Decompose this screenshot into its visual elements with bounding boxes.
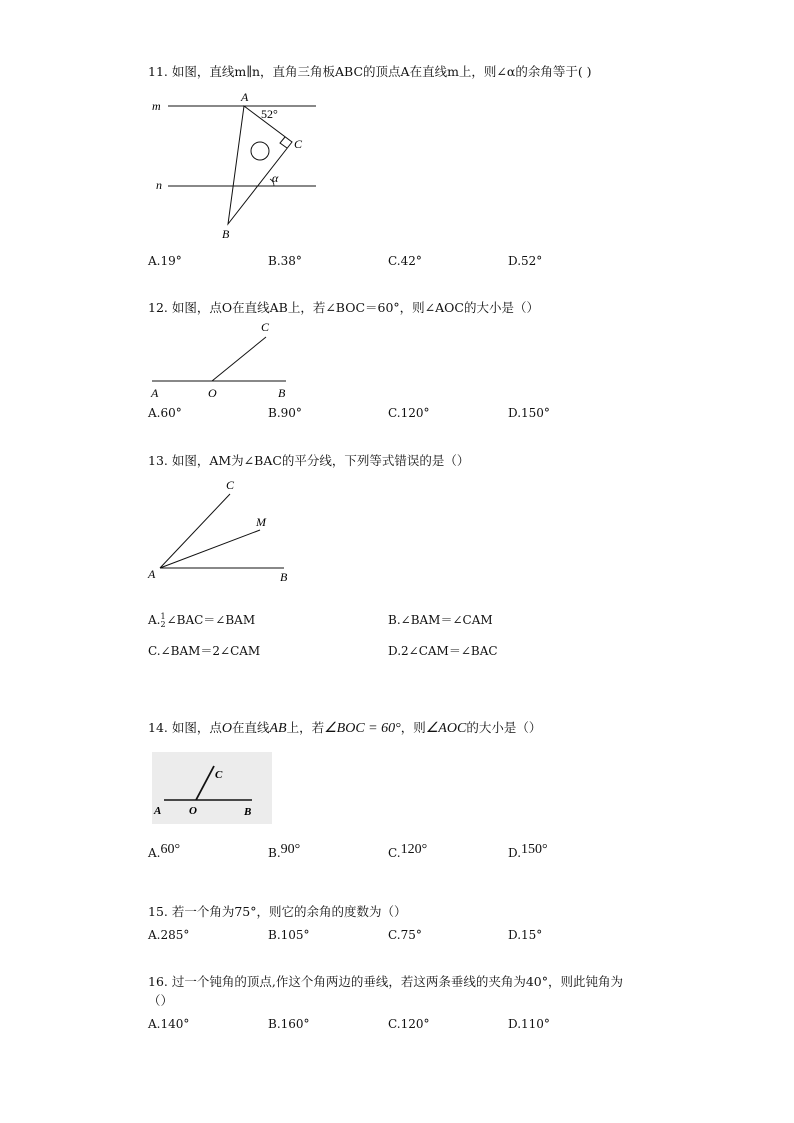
q11-stem: 11. 如图，直线m∥n，直角三角板ABC的顶点A在直线m上，则∠α的余角等于( ): [148, 64, 592, 79]
option-letter: B.: [268, 846, 281, 860]
q15-option-c[interactable]: C.75°: [388, 928, 422, 942]
q14-option-d[interactable]: [508, 842, 548, 862]
q11-option-d[interactable]: D.52°: [508, 254, 543, 268]
label-o: O: [189, 805, 197, 817]
option-letter: C.: [388, 846, 401, 860]
option-value: 120°: [400, 842, 428, 857]
q11-figure: [148, 86, 328, 242]
q16-stem-line2: （）: [148, 993, 174, 1008]
angle-aoc: ∠AOC: [425, 721, 467, 736]
q15-option-a[interactable]: A.285°: [148, 928, 190, 942]
q12-stem: 12. 如图，点O在直线AB上，若∠BOC＝60°，则∠AOC的大小是（）: [148, 300, 539, 315]
label-b: B: [280, 570, 288, 584]
q16-option-d[interactable]: D.110°: [508, 1017, 550, 1031]
label-b: B: [278, 386, 286, 400]
point-o: O: [221, 721, 232, 736]
q16-option-b[interactable]: B.160°: [268, 1017, 310, 1031]
q13-stem: 13. 如图，AM为∠BAC的平分线，下列等式错误的是（）: [148, 453, 470, 468]
label-c: C: [261, 320, 270, 334]
label-a: A: [241, 90, 249, 104]
stem-mid1: 在直线: [231, 720, 270, 735]
option-text: ∠BAC＝∠BAM: [166, 613, 256, 627]
q13-option-c[interactable]: C.∠BAM＝2∠CAM: [148, 644, 261, 658]
triangle-hole: [251, 142, 269, 160]
right-angle-mark: [280, 137, 287, 148]
option-value: 90°: [280, 842, 301, 857]
q12-figure: [148, 318, 308, 402]
q13-figure: [146, 474, 306, 586]
q15-option-b[interactable]: B.105°: [268, 928, 310, 942]
label-o: O: [208, 386, 217, 400]
option-letter: A.: [148, 613, 161, 627]
q15-stem: 15. 若一个角为75°，则它的余角的度数为（）: [148, 904, 407, 919]
label-n: n: [156, 178, 162, 192]
stem-mid2: 上，若: [286, 720, 325, 735]
q11-option-b[interactable]: B.38°: [268, 254, 302, 268]
ray-am: [160, 530, 260, 568]
option-value: 60°: [160, 842, 181, 857]
ray-oc: [212, 337, 266, 381]
q12-option-b[interactable]: B.90°: [268, 406, 302, 420]
ray-ac: [160, 494, 230, 568]
label-b: B: [244, 806, 252, 818]
triangle-abc: [228, 106, 292, 224]
fraction-denominator: 2: [160, 619, 166, 629]
label-a: A: [151, 386, 159, 400]
q12-option-a[interactable]: A.60°: [148, 406, 182, 420]
q16-option-a[interactable]: A.140°: [148, 1017, 190, 1031]
label-alpha: α: [272, 171, 279, 185]
q13-option-b[interactable]: B.∠BAM＝∠CAM: [388, 613, 493, 627]
label-m: m: [152, 99, 161, 113]
q13-option-d[interactable]: D.2∠CAM＝∠BAC: [388, 644, 498, 658]
q11-option-a[interactable]: A.19°: [148, 254, 182, 268]
q14-photo-figure: [152, 752, 272, 824]
q12-option-c[interactable]: C.120°: [388, 406, 430, 420]
option-letter: A.: [148, 846, 161, 860]
label-a: A: [148, 567, 156, 581]
fraction-half: [160, 613, 165, 629]
label-b: B: [222, 227, 230, 241]
q11-option-c[interactable]: C.42°: [388, 254, 422, 268]
stem-mid3: ，则: [400, 720, 426, 735]
label-c: C: [294, 137, 303, 151]
q14-option-b[interactable]: [268, 842, 301, 862]
q15-option-d[interactable]: D.15°: [508, 928, 543, 942]
line-ab-text: AB: [269, 721, 287, 736]
label-c: C: [226, 478, 235, 492]
option-value: 150°: [521, 842, 548, 857]
q14-stem: [148, 718, 541, 737]
label-angle-52: 52°: [261, 107, 278, 121]
q14-option-c[interactable]: [388, 842, 428, 862]
q16-option-c[interactable]: C.120°: [388, 1017, 430, 1031]
angle-boc-eq: ∠BOC = 60°: [324, 721, 401, 736]
label-c: C: [215, 769, 223, 781]
q14-figure: [152, 752, 272, 824]
ray-oc: [196, 766, 214, 800]
option-letter: D.: [508, 846, 522, 860]
stem-prefix: 14. 如图，点: [148, 720, 222, 735]
fraction-numerator: 1: [160, 611, 166, 621]
q14-option-a[interactable]: [148, 842, 181, 862]
q12-option-d[interactable]: D.150°: [508, 406, 550, 420]
stem-suffix: 的大小是（）: [466, 720, 542, 735]
label-m: M: [256, 515, 266, 529]
q16-stem-line1: 16. 过一个钝角的顶点,作这个角两边的垂线，若这两条垂线的夹角为40°，则此钝角为: [148, 974, 623, 989]
q13-option-a[interactable]: [148, 611, 255, 629]
label-a: A: [154, 805, 162, 817]
